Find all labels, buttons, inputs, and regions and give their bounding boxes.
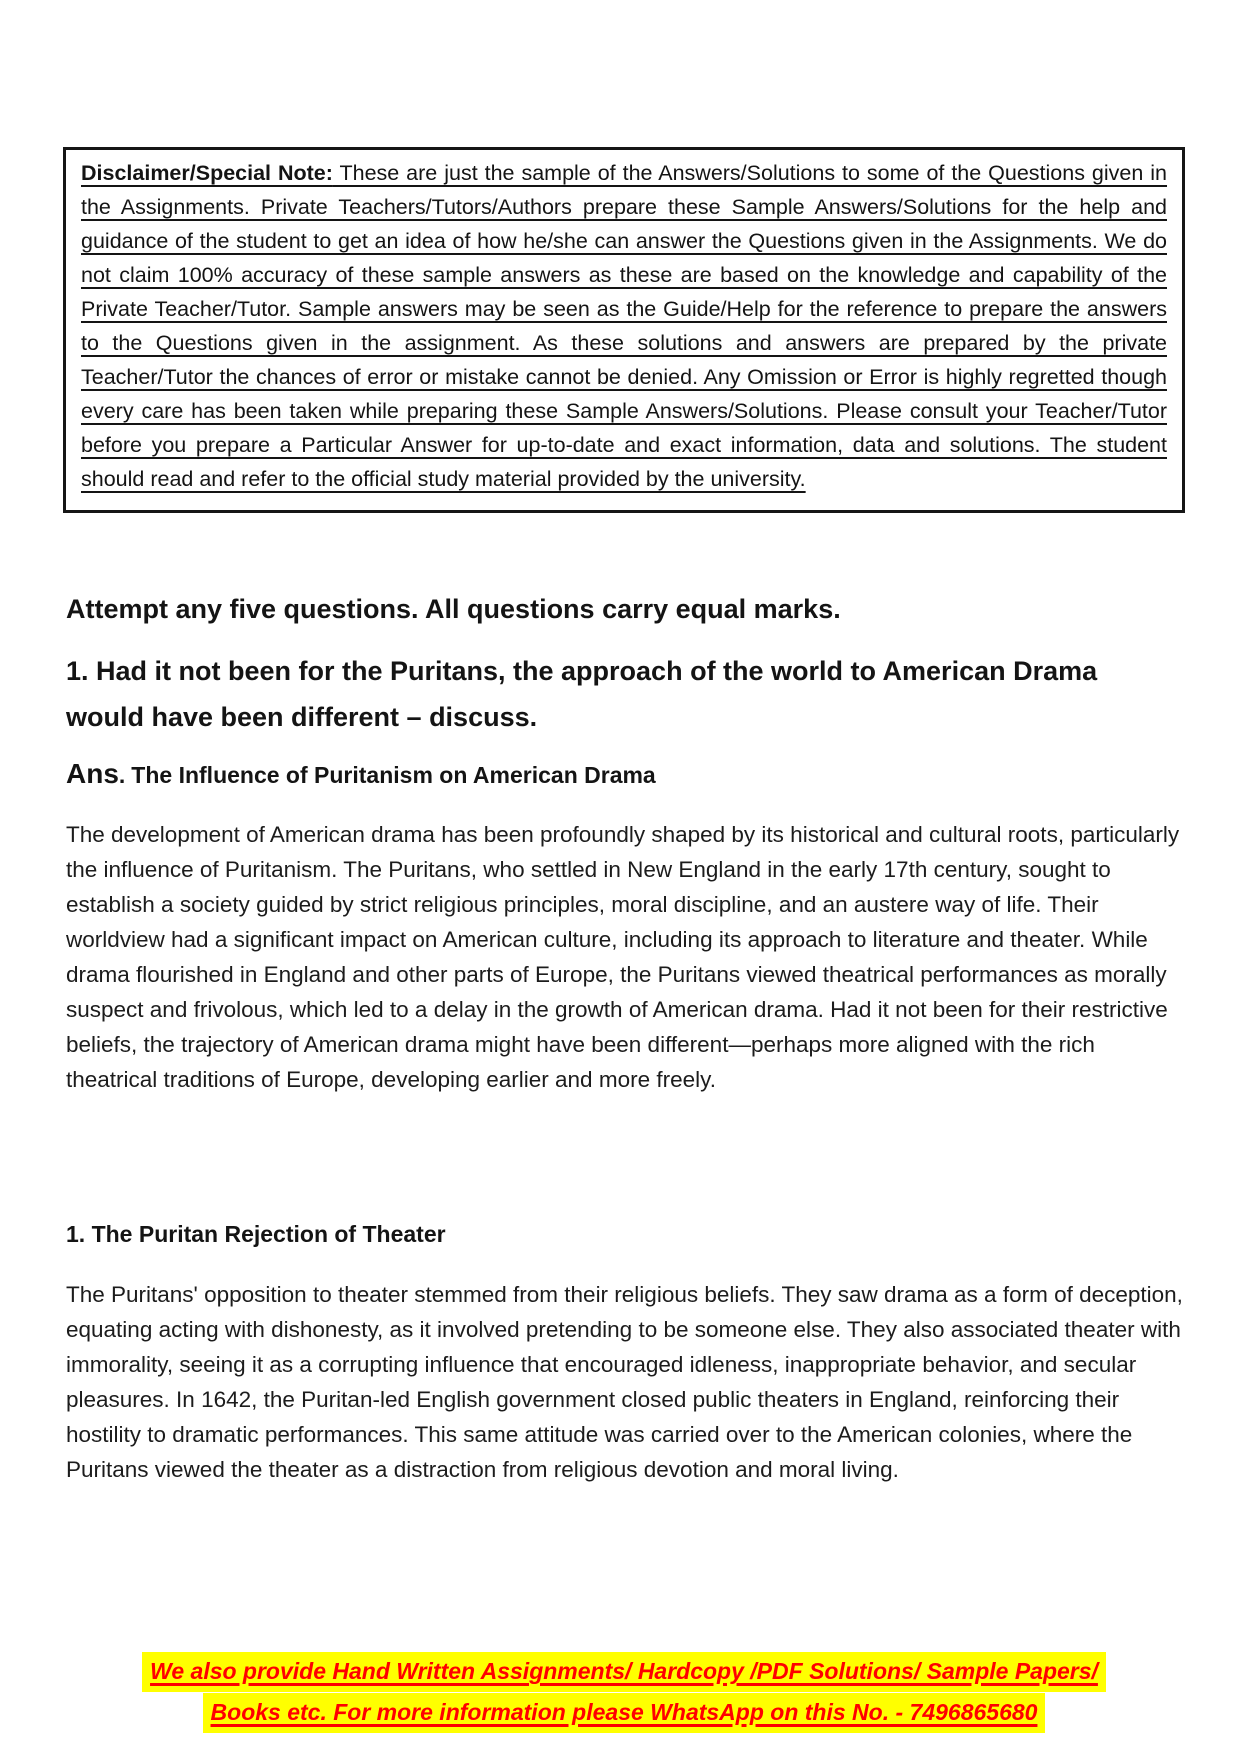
question-heading: 1. Had it not been for the Puritans, the approach of the world to American Drama would have been different – discuss. (66, 656, 1098, 732)
disclaimer-label: Disclaimer/Special Note: (81, 161, 333, 185)
disclaimer-text: These are just the sample of the Answers/Solutions to some of the Questions given in the Assignments. Private Teachers/Tutors/Authors prepare these Sample Answers/Solutions for the help and guidance of the student to get an idea of how he/she can answer the Questions given in the Assignments. We do not claim 100% accuracy of these sample answers as these are based on the knowledge and capability of the Private Teacher/Tutor. Sample answers may be seen as the Guide/Help for the reference to prepare the answers to the Questions given in the assignment. As these solutions and answers are prepared by the private Teacher/Tutor the chances of error or mistake cannot be denied. Any Omission or Error is highly regretted though every care has been taken while preparing these Sample Answers/Solutions. Please consult your Teacher/Tutor before you prepare a Particular Answer for up-to-date and exact information, data and solutions. The student should read and refer to the official study material provided by the university. (81, 161, 1168, 491)
answer-label: Ans (66, 758, 119, 789)
answer-heading (66, 758, 1176, 790)
disclaimer-box (63, 147, 1185, 513)
instructions-heading: Attempt any five questions. All questions carry equal marks. (66, 594, 841, 624)
promo-line-1: We also provide Hand Written Assignments/ Hardcopy /PDF Solutions/ Sample Papers/ (142, 1652, 1106, 1692)
promo-line-1-wrap (63, 1652, 1185, 1692)
promo-footer (63, 1652, 1185, 1734)
intro-paragraph: The development of American drama has been profoundly shaped by its historical and cultural roots, particularly the influence of Puritanism. The Puritans, who settled in New England in the early 17th century, sought to establish a society guided by strict religious principles, moral discipline, and an austere way of life. Their worldview had a significant impact on American culture, including its approach to literature and theater. While drama flourished in England and other parts of Europe, the Puritans viewed theatrical performances as morally suspect and frivolous, which led to a delay in the growth of American drama. Had it not been for their restrictive beliefs, the trajectory of American drama might have been different—perhaps more aligned with the rich theatrical traditions of Europe, developing earlier and more freely. (66, 822, 1180, 1092)
answer-title: The Influence of Puritanism on American Drama (131, 762, 656, 788)
section-heading: 1. The Puritan Rejection of Theater (66, 1221, 446, 1247)
promo-line-2-wrap (63, 1693, 1185, 1733)
answer-label-separator: . (118, 762, 126, 788)
promo-line-2: Books etc. For more information please WhatsApp on this No. - 7496865680 (203, 1693, 1046, 1733)
section-paragraph: The Puritans' opposition to theater stemmed from their religious beliefs. They saw drama as a form of deception, equating acting with dishonesty, as it involved pretending to be someone else. They also associated theater with immorality, seeing it as a corrupting influence that encouraged idleness, inappropriate behavior, and secular pleasures. In 1642, the Puritan-led English government closed public theaters in England, reinforcing their hostility to dramatic performances. This same attitude was carried over to the American colonies, where the Puritans viewed the theater as a distraction from religious devotion and moral living. (66, 1282, 1183, 1482)
